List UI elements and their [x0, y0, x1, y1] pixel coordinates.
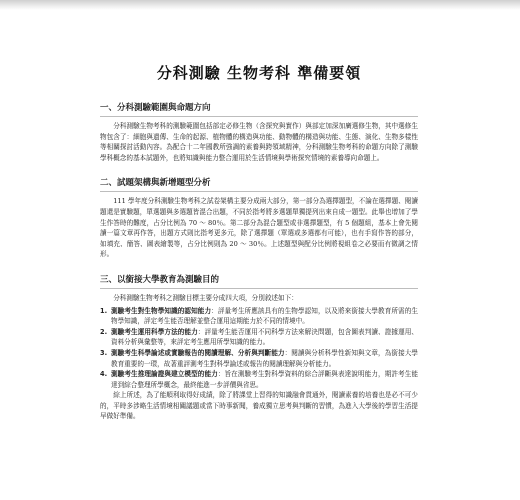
item-lead: 測驗考生對生物學知識的認知能力: [111, 306, 212, 315]
section-scope: [100, 101, 418, 163]
section-heading: 三、以銜接大學教育為測驗目的: [100, 273, 418, 289]
paragraph: 111 學年度分科測驗生物考科之試卷架構主要分成兩大部分，第一部分為選擇題型，不論在選擇題、閱讀題還是實驗題，單選題與多選題皆混合出題，不同於指考將多選題單獨提列出來自成一題型。此舉也增加了學生作答時的難度，占分比例為 70 ～ 80％。第二部分為混合題型或非選擇題型，有 5 個題組，基本上會先閱讀一篇文章再作答，出題方式則比指考更多元，除了選擇題（單選或多選都有可能），也有手寫作答的部分，如填充、簡答、圖表繪製等，占分比例則為 20 ～ 30％。上述題型與配分比例將視組卷之必要而有微調之情形。: [100, 197, 418, 259]
item-number: 4.: [100, 370, 108, 379]
item-text: ：評量考生能否運用不同科學方法來解決問題，包含圖表判讀、證據運用、資料分析與彙整等，來評定考生應用所學知識的能力。: [111, 327, 419, 347]
paragraph: 分科測驗生物考科的測驗範圍包括部定必修生物（含探究與實作）與部定加深加廣選修生物，其中選修生物包含了：細胞與遺傳、生命的起源、植物體的構造與功能、動物體的構造與功能、生態、演化、生物多樣性等相關探討活動內容。為配合十二年國教所強調的素養與跨領域精神，分科測驗生物考科的命題方向除了測驗學科概念的基本試題外，也將知識與能力整合運用於生活情境與學術探究情境的素養導向命題上。: [100, 122, 418, 162]
paragraph-intro: 分科測驗生物考科之測驗目標主要分成四大項，分別敘述如下：: [113, 293, 298, 302]
item-number: 3.: [100, 348, 108, 357]
section-heading: 一、分科測驗範圍與命題方向: [100, 101, 418, 117]
section-heading: 二、試題架構與新增題型分析: [100, 176, 418, 192]
list-item: [100, 348, 418, 369]
item-text: ：閱讀與分析科學性新知與文章，為銜接大學教育重要的一環，故著重評測考生對科學論述或報告的閱讀理解與分析能力。: [111, 348, 419, 368]
item-number: 1.: [100, 306, 108, 315]
item-text: ：評量考生所應該具有的生物學認知，以及將來銜接大學教育所需的生物學知識，評定考生能否理解並整合運用這期能力於不同的情境中。: [111, 306, 419, 326]
document-title: 分科測驗 生物考科 準備要領: [156, 64, 362, 82]
section-structure: [100, 176, 418, 260]
item-number: 2.: [100, 327, 108, 336]
objective-list: [100, 306, 418, 391]
top-shadow-band: [0, 0, 520, 10]
item-text: ：旨在測驗考生對科學資料的綜合評斷與表達說明能力，期許考生能達到綜合整理所學概念，最終能進一步評價與省思。: [111, 370, 419, 389]
list-item: [100, 369, 418, 390]
item-lead: 測驗考生推理論證與建立模型的能力: [111, 370, 218, 379]
item-lead: 測驗考生運用科學方法的能力: [111, 327, 198, 336]
list-item: [100, 327, 418, 348]
section-objectives: [100, 273, 418, 422]
item-lead: 測驗考生科學論述或實驗報告的閱讀理解、分析與判斷能力: [111, 348, 285, 357]
list-item: [100, 306, 418, 327]
document-body: [100, 14, 418, 435]
paragraph-closing: 綜上所述，為了能順利取得好成績，除了將課堂上習得的知識融會貫通外，閱讀素養的培養也是必不可少的，平時多涉略生活情境相關議題或當下時事新聞，養成獨立思考與判斷的習慣，為進入大學後的學習生活提早做好準備。: [100, 391, 418, 421]
